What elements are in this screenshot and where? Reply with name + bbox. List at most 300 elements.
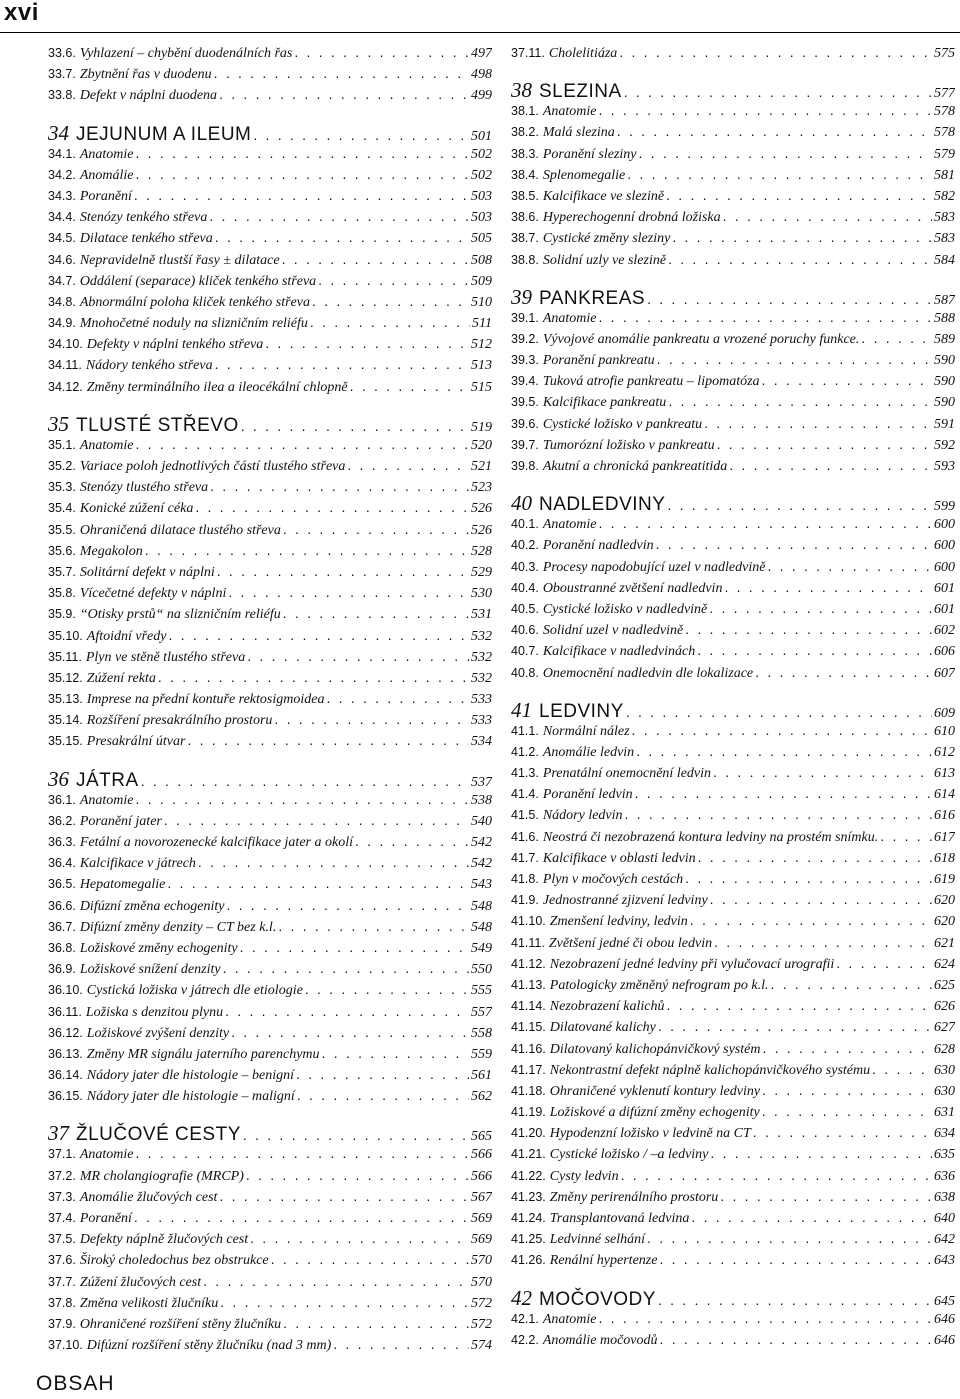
entry-page-number: 526 — [471, 501, 492, 517]
entry-number: 34.7. — [48, 273, 76, 288]
entry-title: Fetální a novorozenecké kalcifikace jater a okolí — [79, 835, 353, 850]
toc-entry[interactable] — [511, 1230, 955, 1251]
toc-entry[interactable] — [511, 1040, 955, 1061]
entry-number: 41.26. — [511, 1253, 546, 1268]
entry-number: 35.6. — [48, 543, 76, 558]
dot-leader — [223, 960, 469, 978]
toc-entry[interactable] — [48, 627, 492, 648]
entry-title: Patologicky změněný nefrogram po k.l. — [549, 977, 769, 993]
toc-entry[interactable] — [48, 1024, 492, 1045]
dot-leader — [326, 690, 469, 708]
entry-page-number: 646 — [934, 1311, 955, 1327]
toc-entry[interactable] — [48, 1251, 492, 1272]
toc-entry[interactable] — [511, 415, 955, 436]
entry-title: Anomálie močovodů — [542, 1332, 658, 1348]
dot-leader — [713, 764, 932, 782]
toc-entry[interactable] — [511, 330, 955, 351]
entry-page-number: 607 — [934, 665, 955, 681]
toc-entry[interactable] — [48, 1145, 492, 1166]
toc-entry[interactable] — [511, 102, 955, 123]
entry-title: Ložiska s denzitou plynu — [85, 1004, 224, 1020]
toc-entry[interactable] — [511, 251, 955, 272]
toc-entry[interactable] — [48, 1066, 492, 1087]
toc-chapter-heading[interactable] — [511, 78, 955, 100]
toc-entry[interactable] — [511, 849, 955, 870]
entry-page-number: 532 — [471, 628, 492, 644]
entry-page-number: 503 — [471, 188, 492, 204]
entry-number: 41.3. — [511, 766, 539, 781]
toc-entry[interactable] — [48, 1315, 492, 1336]
dot-leader — [274, 711, 469, 729]
entry-page-number: 621 — [934, 935, 955, 951]
entry-title: Aftoidní vředy — [86, 628, 167, 644]
entry-number: 36.8. — [48, 940, 76, 955]
toc-entry[interactable] — [48, 356, 492, 377]
toc-entry[interactable] — [511, 457, 955, 478]
entry-number: 41.25. — [511, 1232, 546, 1247]
dot-leader — [709, 600, 932, 618]
entry-title: Anatomie — [79, 437, 134, 453]
toc-entry[interactable] — [48, 669, 492, 690]
entry-number: 41.17. — [511, 1062, 546, 1077]
entry-page-number: 590 — [934, 353, 955, 369]
toc-chapter-heading[interactable] — [48, 767, 492, 789]
entry-number: 41.12. — [511, 956, 546, 971]
entry-title: Nádory jater dle histologie – maligní — [86, 1089, 295, 1105]
toc-entry[interactable] — [48, 833, 492, 854]
dot-leader — [333, 1336, 469, 1354]
dot-leader — [297, 1087, 469, 1105]
dot-leader — [598, 102, 932, 120]
entry-number: 34.8. — [48, 294, 76, 309]
entry-number: 40.2. — [511, 538, 539, 553]
entry-title: Difúzní změny denzity – CT bez k.l. — [79, 919, 277, 935]
toc-entry[interactable] — [511, 1310, 955, 1331]
toc-entry[interactable] — [48, 939, 492, 960]
toc-entry[interactable] — [48, 812, 492, 833]
entry-title: Nádory jater dle histologie – benigní — [86, 1068, 295, 1084]
entry-page-number: 521 — [471, 459, 492, 474]
toc-entry[interactable] — [48, 1273, 492, 1294]
entry-number: 38.1. — [511, 104, 539, 119]
entry-title: Ledvinné selhání — [549, 1232, 646, 1248]
toc-entry[interactable] — [511, 743, 955, 764]
entry-number: 39.4. — [511, 374, 539, 389]
entry-title: Zbytnění řas v duodenu — [79, 67, 212, 83]
toc-entry[interactable] — [511, 722, 955, 743]
dot-leader — [283, 521, 469, 539]
toc-entry[interactable] — [48, 875, 492, 896]
chapter-page-number: 599 — [934, 499, 955, 514]
dot-leader — [755, 664, 932, 682]
entry-number: 33.7. — [48, 67, 76, 82]
entry-number: 36.3. — [48, 835, 76, 849]
entry-page-number: 583 — [934, 231, 955, 247]
entry-title: Kalcifikace v oblasti ledvin — [542, 850, 696, 866]
dot-leader — [621, 1167, 932, 1185]
toc-entry[interactable] — [511, 621, 955, 642]
dot-leader — [667, 497, 932, 513]
dot-leader — [627, 166, 932, 184]
entry-page-number: 631 — [934, 1105, 955, 1121]
toc-entry[interactable] — [511, 536, 955, 557]
entry-number: 40.7. — [511, 644, 539, 659]
entry-page-number: 505 — [471, 231, 492, 247]
entry-title: Abnormální poloha kliček tenkého střeva — [79, 294, 310, 310]
entry-title: Cystické ložisko v nadledvině — [542, 601, 708, 617]
toc-entry[interactable] — [48, 251, 492, 272]
entry-page-number: 613 — [934, 766, 955, 782]
toc-entry[interactable] — [511, 1018, 955, 1039]
entry-title: Nekontrastní defekt náplně kalichopánvičkového systému — [549, 1062, 871, 1078]
toc-entry[interactable] — [511, 166, 955, 187]
toc-entry[interactable] — [511, 828, 955, 849]
toc-entry[interactable] — [48, 711, 492, 732]
entry-number: 35.1. — [48, 437, 76, 452]
toc-entry[interactable] — [48, 1003, 492, 1024]
toc-entry[interactable] — [48, 272, 492, 293]
entry-page-number: 528 — [471, 543, 492, 559]
entry-number: 34.3. — [48, 188, 76, 203]
toc-entry[interactable] — [511, 1082, 955, 1103]
toc-entry[interactable] — [48, 65, 492, 86]
entry-page-number: 600 — [934, 538, 955, 554]
toc-entry[interactable] — [511, 579, 955, 600]
entry-page-number: 579 — [934, 146, 955, 162]
toc-entry[interactable] — [511, 642, 955, 663]
entry-number: 41.9. — [511, 893, 539, 908]
toc-chapter-heading[interactable] — [48, 412, 492, 434]
dot-leader — [219, 86, 469, 104]
dot-leader — [198, 854, 469, 872]
dot-leader — [305, 981, 469, 999]
dot-leader — [872, 1061, 932, 1079]
toc-entry[interactable] — [511, 558, 955, 579]
toc-chapter-heading[interactable] — [511, 491, 955, 513]
entry-number: 40.5. — [511, 601, 539, 616]
toc-entry[interactable] — [48, 436, 492, 457]
toc-entry[interactable] — [48, 1294, 492, 1315]
entry-number: 36.7. — [48, 919, 76, 934]
dot-leader — [762, 1103, 932, 1121]
dot-leader — [246, 1167, 469, 1185]
toc-entry[interactable] — [511, 912, 955, 933]
entry-page-number: 612 — [934, 744, 955, 760]
entry-number: 41.8. — [511, 872, 539, 886]
dot-leader — [714, 934, 932, 952]
toc-entry[interactable] — [48, 690, 492, 711]
entry-title: Ložiskové zvýšení denzity — [86, 1025, 230, 1041]
dot-leader — [691, 1209, 932, 1227]
entry-number: 36.2. — [48, 813, 76, 828]
entry-page-number: 530 — [471, 586, 492, 602]
toc-entry[interactable] — [48, 166, 492, 187]
entry-number: 42.1. — [511, 1311, 539, 1326]
entry-page-number: 590 — [934, 374, 955, 390]
entry-title: Cystické ložisko / –a ledviny — [549, 1147, 709, 1163]
toc-entry[interactable] — [511, 1103, 955, 1124]
entry-title: Nepravidelně tlustší řasy ± dilatace — [79, 252, 280, 268]
toc-entry[interactable] — [48, 44, 492, 65]
toc-entry[interactable] — [511, 806, 955, 827]
toc-entry[interactable] — [511, 309, 955, 330]
toc-entry[interactable] — [511, 372, 955, 393]
entry-page-number: 635 — [934, 1147, 955, 1163]
toc-entry[interactable] — [48, 478, 492, 499]
entry-number: 34.11. — [48, 358, 82, 373]
entry-number: 41.2. — [511, 744, 539, 759]
entry-number: 36.6. — [48, 898, 76, 913]
entry-title: Anatomie — [542, 104, 597, 120]
entry-page-number: 562 — [471, 1089, 492, 1105]
toc-entry[interactable] — [511, 934, 955, 955]
toc-chapter-heading[interactable] — [511, 285, 955, 307]
entry-number: 40.8. — [511, 665, 539, 680]
toc-entry[interactable] — [48, 648, 492, 669]
toc-entry[interactable] — [48, 791, 492, 812]
dot-leader — [660, 1331, 932, 1349]
entry-title: Malá slezina — [542, 125, 615, 141]
entry-title: Imprese na přední kontuře rektosigmoidea — [86, 692, 325, 708]
entry-number: 35.5. — [48, 522, 76, 537]
entry-title: Renální hypertenze — [549, 1253, 658, 1269]
toc-entry[interactable] — [48, 960, 492, 981]
toc-entry[interactable] — [48, 1188, 492, 1209]
toc-entry[interactable] — [48, 457, 492, 478]
toc-entry[interactable] — [48, 1230, 492, 1251]
toc-entry[interactable] — [511, 44, 955, 65]
entry-number: 34.6. — [48, 252, 76, 267]
toc-chapter-heading[interactable] — [48, 1121, 492, 1143]
toc-entry[interactable] — [511, 997, 955, 1018]
toc-entry[interactable] — [511, 955, 955, 976]
entry-page-number: 620 — [934, 914, 955, 930]
entry-number: 41.18. — [511, 1083, 546, 1098]
toc-entry[interactable] — [511, 1331, 955, 1352]
entry-title: Poranění ledvin — [542, 787, 633, 803]
toc-entry[interactable] — [511, 785, 955, 806]
dot-leader — [282, 251, 469, 269]
entry-title: Ložiskové snížení denzity — [79, 962, 221, 978]
entry-title: Poranění nadledvin — [542, 538, 654, 554]
chapter-page-number: 537 — [471, 774, 492, 789]
entry-title: Ohraničené vyklenutí kontury ledviny — [549, 1083, 761, 1099]
entry-title: Plyn ve stěně tlustého střeva — [85, 649, 246, 665]
entry-page-number: 529 — [471, 564, 492, 580]
entry-page-number: 559 — [471, 1046, 492, 1062]
toc-entry[interactable] — [511, 1061, 955, 1082]
entry-page-number: 610 — [934, 723, 955, 739]
dot-leader — [247, 648, 469, 666]
entry-number: 39.5. — [511, 395, 539, 410]
toc-entry[interactable] — [48, 187, 492, 208]
entry-title: Změny MR signálu jaterního parenchymu — [86, 1046, 320, 1062]
entry-title: Nádory ledvin — [542, 808, 623, 824]
dot-leader — [225, 1003, 469, 1021]
entry-page-number: 572 — [471, 1295, 492, 1311]
entry-page-number: 624 — [934, 956, 955, 972]
entry-number: 39.2. — [511, 331, 539, 346]
entry-page-number: 614 — [934, 787, 955, 803]
entry-page-number: 643 — [934, 1253, 955, 1269]
entry-number: 41.20. — [511, 1126, 546, 1141]
chapter-page-number: 501 — [471, 128, 492, 143]
header-rule — [0, 32, 960, 33]
dot-leader — [697, 642, 932, 660]
entry-title: MR cholangiografie (MRCP) — [79, 1168, 244, 1184]
entry-number: 34.4. — [48, 210, 76, 225]
entry-number: 39.1. — [511, 310, 539, 325]
toc-entry[interactable] — [48, 981, 492, 1002]
entry-page-number: 512 — [471, 337, 492, 353]
toc-entry[interactable] — [511, 1209, 955, 1230]
toc-entry[interactable] — [511, 600, 955, 621]
toc-entry[interactable] — [511, 1188, 955, 1209]
entry-page-number: 510 — [471, 294, 492, 310]
entry-title: Cysty ledvin — [549, 1168, 619, 1184]
toc-chapter-heading[interactable] — [511, 1286, 955, 1308]
toc-entry[interactable] — [48, 897, 492, 918]
dot-leader — [625, 806, 932, 824]
entry-page-number: 499 — [471, 88, 492, 104]
entry-number: 35.13. — [48, 692, 83, 707]
toc-entry[interactable] — [511, 1251, 955, 1272]
entry-number: 35.4. — [48, 501, 76, 516]
toc-entry[interactable] — [511, 515, 955, 536]
entry-page-number: 532 — [471, 649, 492, 665]
entry-number: 40.1. — [511, 517, 539, 532]
entry-number: 38.8. — [511, 252, 539, 267]
entry-title: Dilatace tenkého střeva — [79, 231, 213, 247]
toc-entry[interactable] — [48, 732, 492, 753]
entry-number: 36.5. — [48, 877, 76, 892]
toc-entry[interactable] — [48, 1087, 492, 1108]
entry-title: Solidní uzly ve slezině — [542, 252, 667, 268]
toc-entry[interactable] — [511, 1145, 955, 1166]
entry-title: Zvětšení jedné či obou ledvin — [548, 935, 713, 951]
dot-leader — [668, 393, 932, 411]
entry-title: Presakrální útvar — [86, 734, 186, 750]
entry-title: Poranění jater — [79, 813, 162, 829]
toc-entry[interactable] — [511, 208, 955, 229]
entry-title: Hepatomegalie — [79, 877, 166, 893]
toc-entry[interactable] — [48, 521, 492, 542]
entry-page-number: 503 — [471, 210, 492, 226]
dot-leader — [265, 335, 469, 353]
dot-leader — [294, 44, 469, 62]
entry-number: 36.10. — [48, 983, 83, 998]
toc-entry[interactable] — [511, 764, 955, 785]
dot-leader — [698, 849, 932, 867]
entry-number: 37.6. — [48, 1253, 76, 1268]
entry-title: Zúžení rekta — [86, 670, 156, 686]
entry-number: 39.6. — [511, 416, 539, 431]
toc-entry[interactable] — [48, 86, 492, 107]
toc-entry[interactable] — [511, 664, 955, 685]
toc-entry[interactable] — [48, 335, 492, 356]
toc-entry[interactable] — [48, 563, 492, 584]
entry-page-number: 550 — [471, 962, 492, 978]
toc-entry[interactable] — [511, 229, 955, 250]
entry-page-number: 591 — [934, 416, 955, 432]
entry-title: Prenatální onemocnění ledvin — [542, 766, 712, 782]
toc-chapter-heading[interactable] — [48, 121, 492, 143]
dot-leader — [598, 1310, 932, 1328]
dot-leader — [253, 127, 469, 143]
dot-leader — [685, 621, 932, 639]
toc-entry[interactable] — [48, 918, 492, 939]
toc-entry[interactable] — [511, 436, 955, 457]
toc-entry[interactable] — [48, 208, 492, 229]
toc-entry[interactable] — [48, 499, 492, 520]
toc-entry[interactable] — [48, 293, 492, 314]
toc-chapter-heading[interactable] — [511, 698, 955, 720]
toc-entry[interactable] — [48, 314, 492, 335]
entry-title: Anatomie — [542, 1311, 597, 1327]
toc-entry[interactable] — [511, 891, 955, 912]
entry-page-number: 531 — [471, 607, 492, 623]
dot-leader — [271, 1251, 469, 1269]
toc-entry[interactable] — [48, 542, 492, 563]
toc-entry[interactable] — [48, 229, 492, 250]
dot-leader — [322, 1045, 469, 1063]
toc-entry[interactable] — [511, 976, 955, 997]
entry-title: Změny perirenálního prostoru — [549, 1189, 719, 1205]
entry-number: 41.21. — [511, 1147, 546, 1162]
toc-entry[interactable] — [511, 145, 955, 166]
toc-entry[interactable] — [48, 378, 492, 399]
entry-title: Anatomie — [542, 310, 597, 326]
entry-page-number: 533 — [471, 713, 492, 729]
entry-number: 38.7. — [511, 231, 539, 246]
entry-page-number: 498 — [471, 67, 492, 83]
entry-number: 41.4. — [511, 787, 539, 802]
toc-entry[interactable] — [511, 1124, 955, 1145]
toc-entry[interactable] — [48, 584, 492, 605]
toc-entry[interactable] — [48, 1167, 492, 1188]
dot-leader — [226, 897, 469, 915]
dot-leader — [724, 579, 932, 597]
toc-entry[interactable] — [48, 1336, 492, 1357]
dot-leader — [762, 372, 932, 390]
entry-number: 36.11. — [48, 1004, 82, 1019]
toc-entry[interactable] — [511, 870, 955, 891]
entry-page-number: 601 — [934, 580, 955, 596]
toc-entry[interactable] — [511, 1167, 955, 1188]
toc-entry[interactable] — [511, 393, 955, 414]
toc-entry[interactable] — [48, 605, 492, 626]
dot-leader — [710, 891, 932, 909]
dot-leader — [632, 722, 932, 740]
toc-entry[interactable] — [511, 351, 955, 372]
toc-entry[interactable] — [48, 145, 492, 166]
toc-entry[interactable] — [48, 854, 492, 875]
dot-leader — [312, 293, 469, 311]
toc-entry[interactable] — [511, 187, 955, 208]
toc-entry[interactable] — [48, 1045, 492, 1066]
toc-entry[interactable] — [48, 1209, 492, 1230]
entry-number: 38.6. — [511, 210, 539, 225]
dot-leader — [135, 145, 469, 163]
chapter-number: 39 — [511, 284, 532, 307]
dot-leader — [240, 939, 469, 957]
entry-number: 37.9. — [48, 1316, 76, 1331]
toc-entry[interactable] — [511, 123, 955, 144]
chapter-page-number: 587 — [934, 292, 955, 307]
dot-leader — [672, 229, 932, 247]
dot-leader — [203, 1273, 469, 1291]
entry-page-number: 588 — [934, 310, 955, 326]
